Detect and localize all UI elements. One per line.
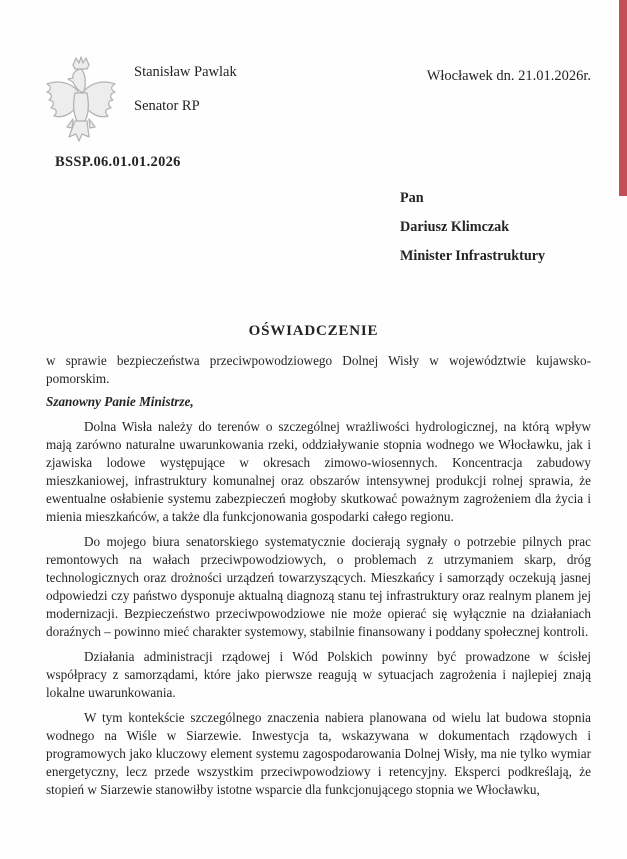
document-subject: w sprawie bezpieczeństwa przeciwpowodziowego Dolnej Wisły w województwie kujawsko-pomorskim. <box>46 353 591 386</box>
red-accent-bar <box>619 0 627 196</box>
addressee-position: Minister Infrastruktury <box>400 248 546 264</box>
sender-block <box>134 56 237 115</box>
greeting-line: Szanowny Panie Ministrze, <box>46 394 194 409</box>
addressee-block <box>400 184 591 271</box>
body-paragraph: Działania administracji rządowej i Wód Polskich powinny być prowadzone w ścisłej współpracy z samorządami, które jako pierwsze reagują w sytuacjach zagrożenia i najlepiej znają lokalne uwarunkowania. <box>46 649 591 700</box>
body-paragraph: Do mojego biura senatorskiego systematycznie docierają sygnały o potrzebie pilnych prac remontowych na wałach przeciwpowodziowych, o problemach z utrzymaniem skarp, dróg technologicznych oraz drożności urządzeń towarzyszących. Mieszkańcy i samorządy oczekują jasnej odpowiedzi czy państwo dysponuje aktualną diagnozą stanu tej infrastruktury oraz realnym planem jej modernizacji. Bezpieczeństwo przeciwpowodziowe nie może opierać się wyłącznie na działaniach doraźnych – powinno mieć charakter systemowy, stabilnie finansowany i poddany społecznej kontroli. <box>46 534 591 639</box>
sender-title: Senator RP <box>134 98 200 114</box>
letter-date: Włocławek dn. 21.01.2026r. <box>426 68 591 84</box>
letter-header <box>42 56 591 144</box>
body-paragraph: Dolna Wisła należy do terenów o szczególnej wrażliwości hydrologicznej, na którą wpływ mają zarówno naturalne uwarunkowania rzeki, oddziaływanie stopnia wodnego we Włocławku, jak i zjawiska lodowe występujące w okresach zimowo-wiosennych. Koncentracja zabudowy mieszkaniowej, infrastruktury komunalnej oraz obszarów intensywnej produkcji rolnej sprawia, że ewentualne osłabienie systemu zabezpieczeń mogłoby skutkować poważnym zagrożeniem dla życia i mienia mieszkańców, a także dla funkcjonowania gospodarki całego regionu. <box>46 419 591 524</box>
sender-name: Stanisław Pawlak <box>134 64 237 80</box>
document-title: OŚWIADCZENIE <box>248 323 379 339</box>
reference-number: BSSP.06.01.01.2026 <box>55 154 181 170</box>
addressee-salutation: Pan <box>400 190 424 206</box>
polish-eagle-icon <box>42 56 116 144</box>
body-paragraph: W tym kontekście szczególnego znaczenia nabiera planowana od wielu lat budowa stopnia wodnego na Wiśle w Siarzewie. Inwestycja ta, wskazywana w dokumentach rządowych i programowych jako kluczowy element systemu zagospodarowania Dolnej Wisły, ma nie tylko wymiar energetyczny, lecz przede wszystkim przeciwpowodziowy i retencyjny. Eksperci podkreślają, że stopień w Siarzewie stanowiłby istotne wsparcie dla funkcjonującego stopnia we Włocławku, <box>46 710 591 797</box>
addressee-name: Dariusz Klimczak <box>400 219 510 235</box>
letter-body <box>46 418 591 799</box>
